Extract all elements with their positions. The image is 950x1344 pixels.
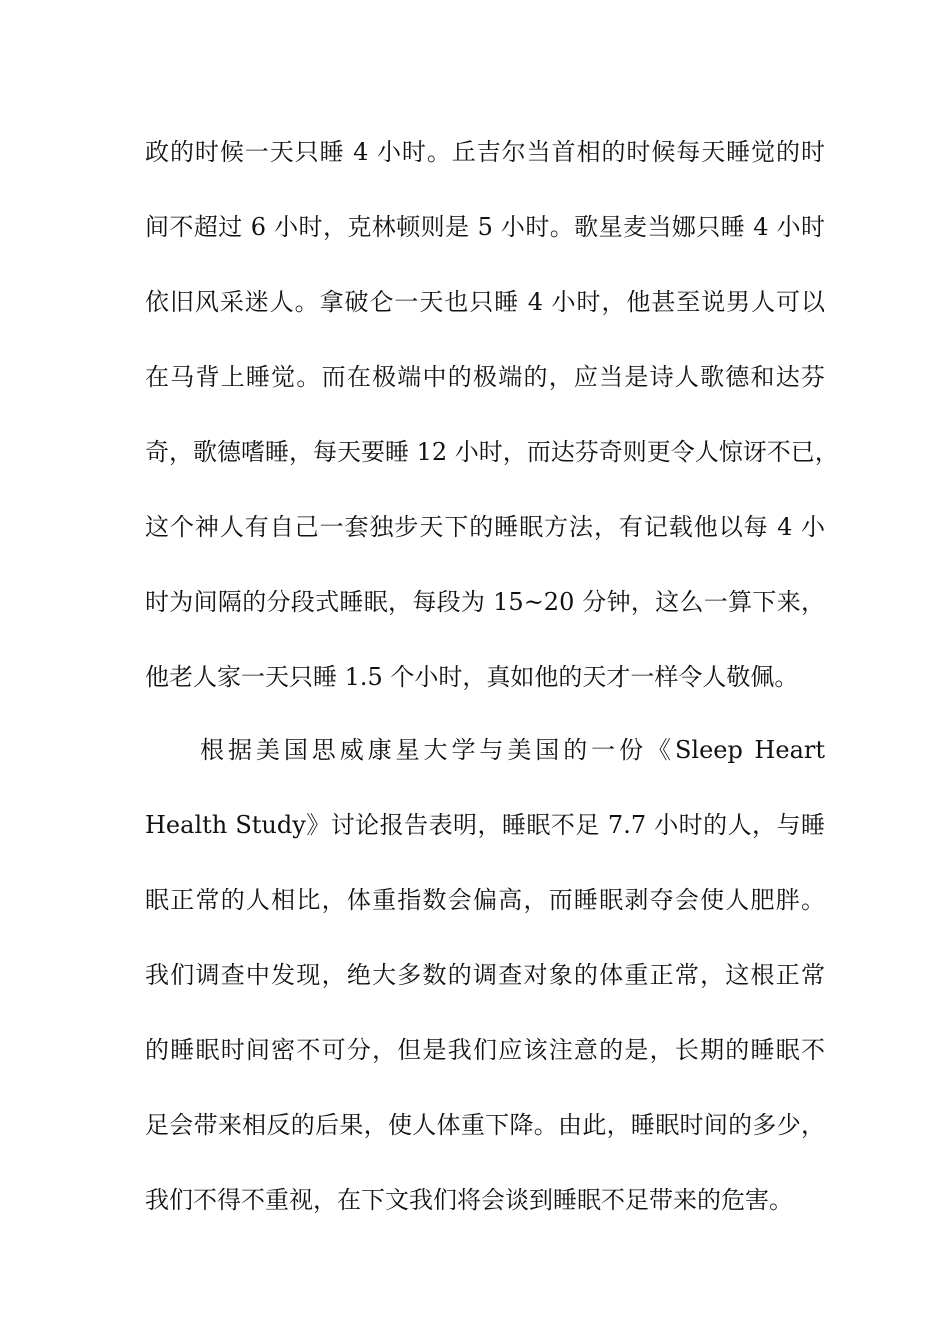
paragraph-line: 这个神人有自己一套独步天下的睡眠方法，有记载他以每 4 小: [145, 513, 825, 541]
paragraph-line: 他老人家一天只睡 1.5 个小时，真如他的天才一样令人敬佩。: [145, 663, 799, 691]
paragraph-line: 在马背上睡觉。而在极端中的极端的，应当是诗人歌德和达芬: [145, 363, 825, 391]
paragraph-line: 间不超过 6 小时，克林顿则是 5 小时。歌星麦当娜只睡 4 小时: [145, 213, 825, 241]
paragraph-line: 奇，歌德嗜睡，每天要睡 12 小时，而达芬奇则更令人惊讶不已，: [145, 438, 839, 466]
paragraph-line: 根据美国思威康星大学与美国的一份《Sleep Heart: [200, 736, 825, 764]
paragraph-line: 眠正常的人相比，体重指数会偏高，而睡眠剥夺会使人肥胖。: [145, 886, 825, 914]
paragraph-line: 足会带来相反的后果，使人体重下降。由此，睡眠时间的多少，: [145, 1111, 825, 1139]
paragraph-line: 时为间隔的分段式睡眠，每段为 15~20 分钟，这么一算下来，: [145, 588, 825, 616]
paragraph-line: 我们调查中发现，绝大多数的调查对象的体重正常，这根正常: [145, 961, 825, 989]
paragraph-line: 依旧风采迷人。拿破仑一天也只睡 4 小时，他甚至说男人可以: [145, 288, 825, 316]
paragraph-line: 政的时候一天只睡 4 小时。丘吉尔当首相的时候每天睡觉的时: [145, 138, 825, 166]
paragraph-line: Health Study》讨论报告表明，睡眠不足 7.7 小时的人，与睡: [145, 811, 825, 839]
paragraph-line: 我们不得不重视，在下文我们将会谈到睡眠不足带来的危害。: [145, 1186, 793, 1214]
paragraph-line: 的睡眠时间密不可分，但是我们应该注意的是，长期的睡眠不: [145, 1036, 825, 1064]
